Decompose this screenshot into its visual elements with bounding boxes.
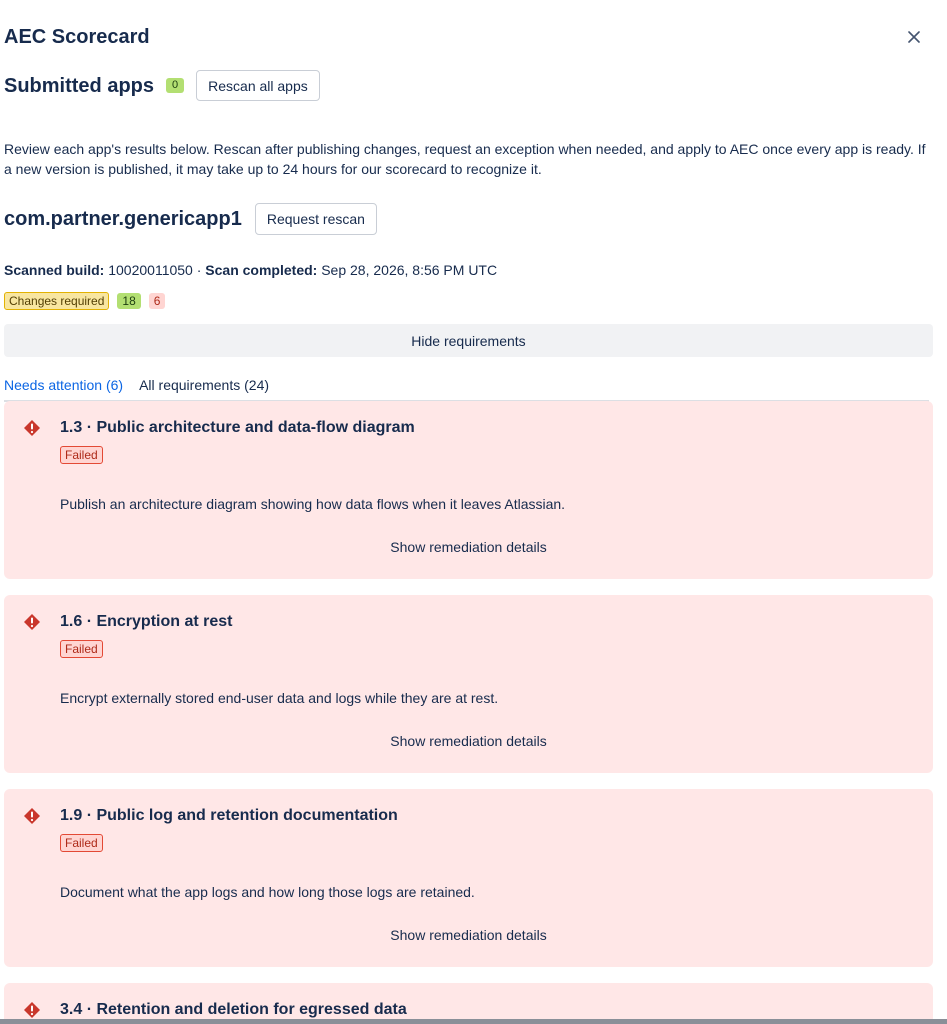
window-bottom-edge: [0, 1019, 947, 1024]
scan-metadata: [4, 261, 497, 279]
requirement-title: 1.3 · Public architecture and data-flow diagram: [60, 419, 415, 436]
app-name: com.partner.genericapp1: [4, 208, 242, 230]
error-icon: [23, 419, 41, 437]
requirements-list: [4, 401, 933, 1024]
requirement-description: Publish an architecture diagram showing how data flows when it leaves Atlassian.: [60, 496, 566, 512]
meta-separator: ·: [196, 262, 202, 278]
failed-count-badge: 6: [149, 293, 166, 309]
requirement-title: 1.9 · Public log and retention documentation: [60, 807, 398, 824]
requirement-card: [4, 983, 933, 1024]
submitted-apps-count: 0: [166, 78, 184, 93]
passed-count-badge: 18: [117, 293, 140, 309]
scanned-build-label: Scanned build:: [4, 262, 105, 278]
scan-completed-value: Sep 28, 2026, 8:56 PM UTC: [321, 262, 498, 278]
failed-badge: Failed: [60, 834, 103, 852]
requirement-card: [4, 595, 933, 773]
requirements-tabs: [4, 375, 929, 402]
rescan-all-apps-button[interactable]: Rescan all apps: [196, 70, 320, 101]
failed-badge: Failed: [60, 446, 103, 464]
error-icon: [23, 1001, 41, 1019]
requirement-card: [4, 401, 933, 579]
close-icon: [908, 31, 920, 43]
submitted-apps-title: Submitted apps: [4, 74, 155, 97]
show-remediation-details-button[interactable]: Show remediation details: [390, 733, 547, 749]
failed-badge: Failed: [60, 640, 103, 658]
requirement-title: 3.4 · Retention and deletion for egressed data: [60, 1001, 407, 1018]
requirement-description: Document what the app logs and how long those logs are retained.: [60, 884, 475, 900]
page-description: Review each app's results below. Rescan after publishing changes, request an exception when needed, and apply to AEC once every app is ready. If a new version is published, it may take up to 24 hours for our scorecard to recognize it.: [4, 141, 926, 177]
requirement-description: Encrypt externally stored end-user data and logs while they are at rest.: [60, 690, 499, 706]
submitted-apps-header: [4, 70, 320, 101]
show-remediation-details-button[interactable]: Show remediation details: [390, 927, 547, 943]
error-icon: [23, 807, 41, 825]
hide-requirements-button[interactable]: Hide requirements: [4, 324, 933, 357]
requirement-card: [4, 789, 933, 967]
error-icon: [23, 613, 41, 631]
modal-header: [4, 24, 931, 52]
status-badge: Changes required: [4, 292, 109, 310]
close-button[interactable]: [903, 26, 925, 48]
request-rescan-button[interactable]: Request rescan: [255, 203, 377, 235]
status-badges: [4, 292, 165, 310]
requirement-title: 1.6 · Encryption at rest: [60, 613, 233, 630]
scanned-build-value: 10020011050: [108, 262, 193, 278]
tab-needs-attention[interactable]: Needs attention (6): [4, 375, 123, 400]
show-remediation-details-button[interactable]: Show remediation details: [390, 539, 547, 555]
scan-completed-label: Scan completed:: [205, 262, 318, 278]
tab-all-requirements[interactable]: All requirements (24): [139, 377, 270, 393]
app-header: [4, 203, 377, 235]
modal-title: AEC Scorecard: [4, 26, 150, 48]
